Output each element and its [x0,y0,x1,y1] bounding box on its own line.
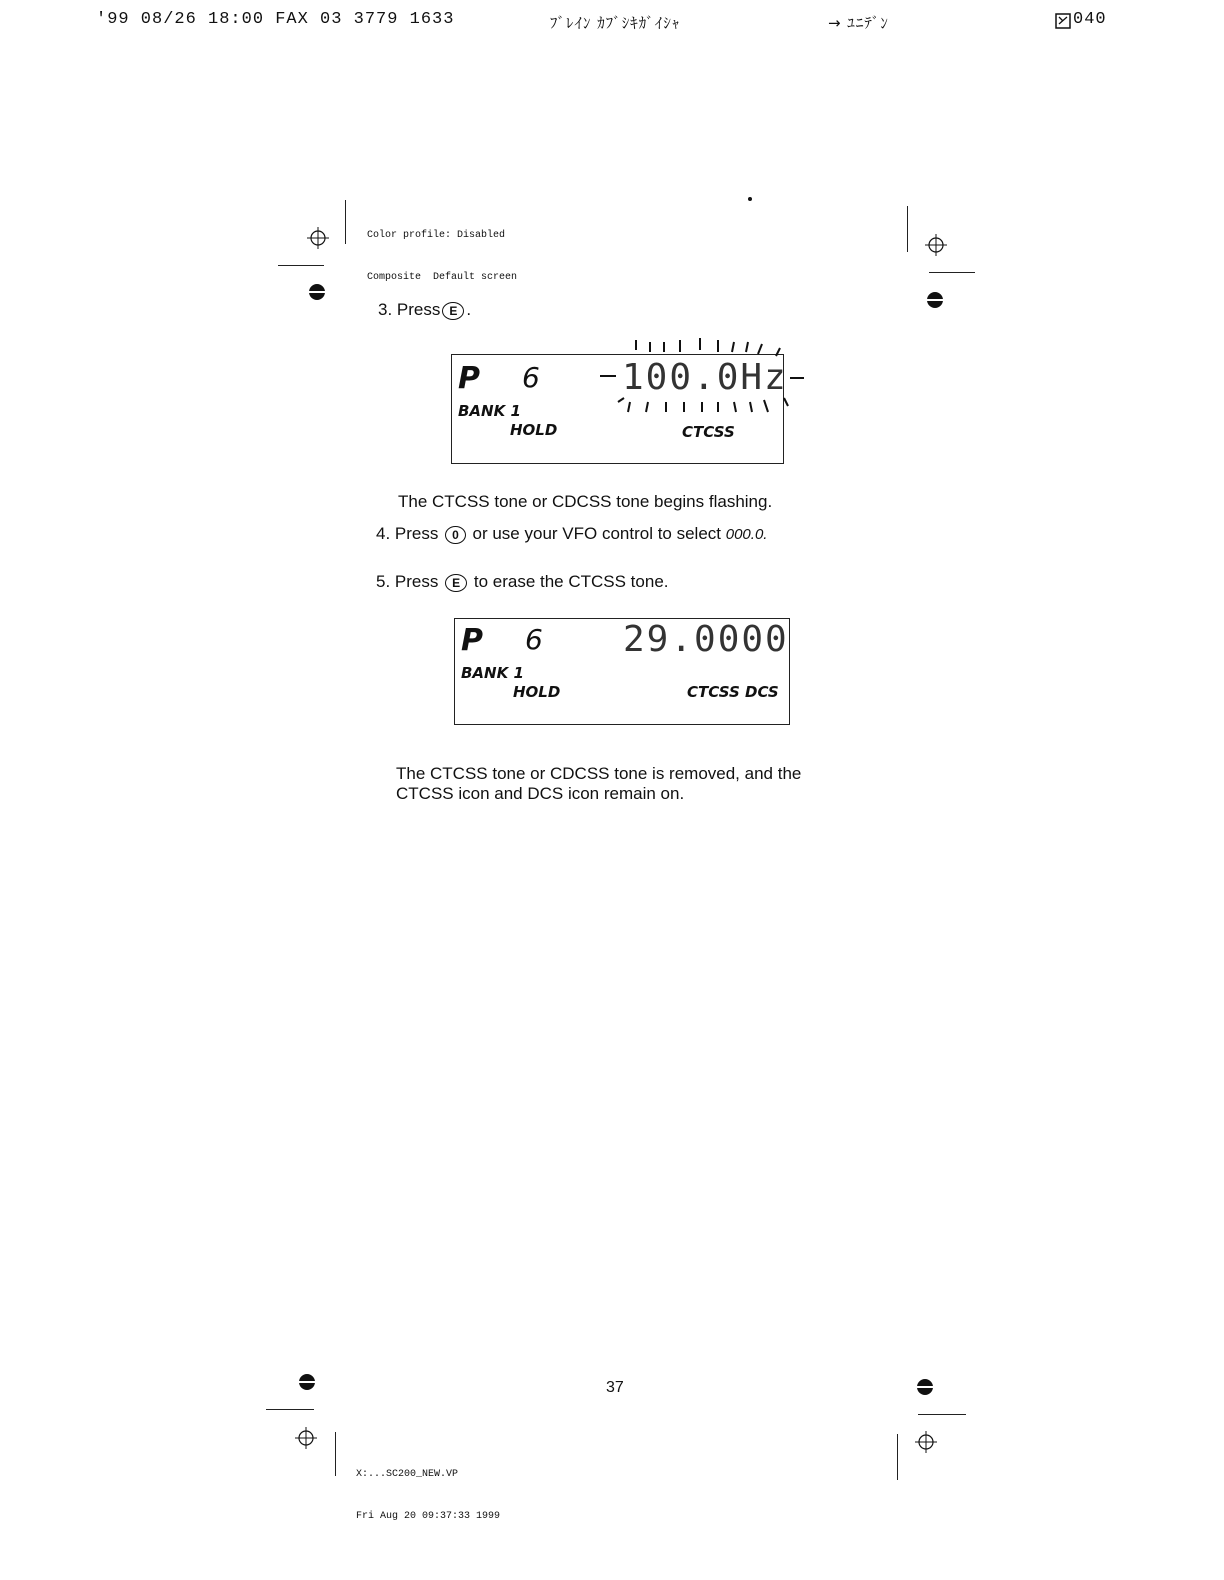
zero-key-icon: 0 [445,526,466,544]
e-key-icon: E [445,574,467,592]
lcd-hold-label: HOLD [513,683,561,701]
lcd-bank-label: BANK 1 [461,664,524,682]
crop-mark-line [907,206,908,252]
lcd-frequency: 29.0000 [623,619,789,660]
crop-mark-line [266,1409,314,1410]
registration-crosshair-icon [915,1431,937,1453]
fax-header-sender: ﾌﾞﾚｲﾝ ｶﾌﾞｼｷｶﾞｲｼｬ [550,14,681,32]
lcd-display-erased [454,618,790,725]
step-rest: or use your VFO control to select [472,524,722,543]
crop-mark-line [335,1432,336,1476]
flashing-marks-icon [600,336,810,421]
registration-dot-icon [917,1379,933,1395]
step-4 [376,524,767,544]
registration-crosshair-icon [307,227,329,249]
step-suffix: . [466,300,472,319]
lcd-program-indicator: P [461,623,483,658]
lcd-ctcss-dcs-label: CTCSS DCS [687,683,779,701]
registration-crosshair-icon [925,234,947,256]
crop-mark-line [345,200,346,244]
lcd-channel: 6 [525,623,543,656]
fax-header-destination: → ﾕﾆﾃﾞﾝ [828,14,889,32]
registration-dot-icon [309,284,325,300]
lcd-ctcss-label: CTCSS [682,423,735,441]
lcd-frequency: 100.0Hz [622,357,788,398]
crop-mark-line [897,1434,898,1480]
print-info-line: Composite Default screen [367,272,518,283]
fax-page-box-icon [1055,13,1071,34]
crop-mark-line [918,1414,966,1415]
step-text: 5. Press [376,572,439,591]
lcd-channel: 6 [522,361,540,394]
step-3 [378,300,471,320]
fax-header-left: '99 08/26 18:00 FAX 03 3779 1633 [96,10,455,29]
paragraph-line: The CTCSS tone or CDCSS tone is removed, and the [396,764,802,783]
registration-dot-icon [299,1374,315,1390]
registration-crosshair-icon [295,1427,317,1449]
crop-mark-line [278,265,324,266]
crop-mark-line [929,272,975,273]
lcd-program-indicator: P [458,361,480,396]
print-info-line: X:...SC200_NEW.VP [356,1469,459,1480]
speck [748,197,752,201]
registration-dot-icon [927,292,943,308]
print-info-line: Color profile: Disabled [367,230,506,241]
paragraph-line: CTCSS icon and DCS icon remain on. [396,784,685,803]
paragraph-flashing: The CTCSS tone or CDCSS tone begins flashing. [398,492,773,511]
lcd-bank-label: BANK 1 [458,402,521,420]
lcd-hold-label: HOLD [510,421,558,439]
step-text: 3. Press [378,300,441,319]
print-info-bottom [356,1440,500,1538]
print-info-line: Fri Aug 20 09:37:33 1999 [356,1511,501,1522]
step-5 [376,572,669,592]
page-number: 37 [606,1379,624,1396]
step-text: 4. Press [376,524,439,543]
print-info-top [367,201,517,299]
step-rest: to erase the CTCSS tone. [473,572,669,591]
e-key-icon: E [442,302,464,320]
fax-page-code: 040 [1073,10,1107,29]
step-value: 000.0. [725,526,768,543]
paragraph-removed [396,764,801,804]
